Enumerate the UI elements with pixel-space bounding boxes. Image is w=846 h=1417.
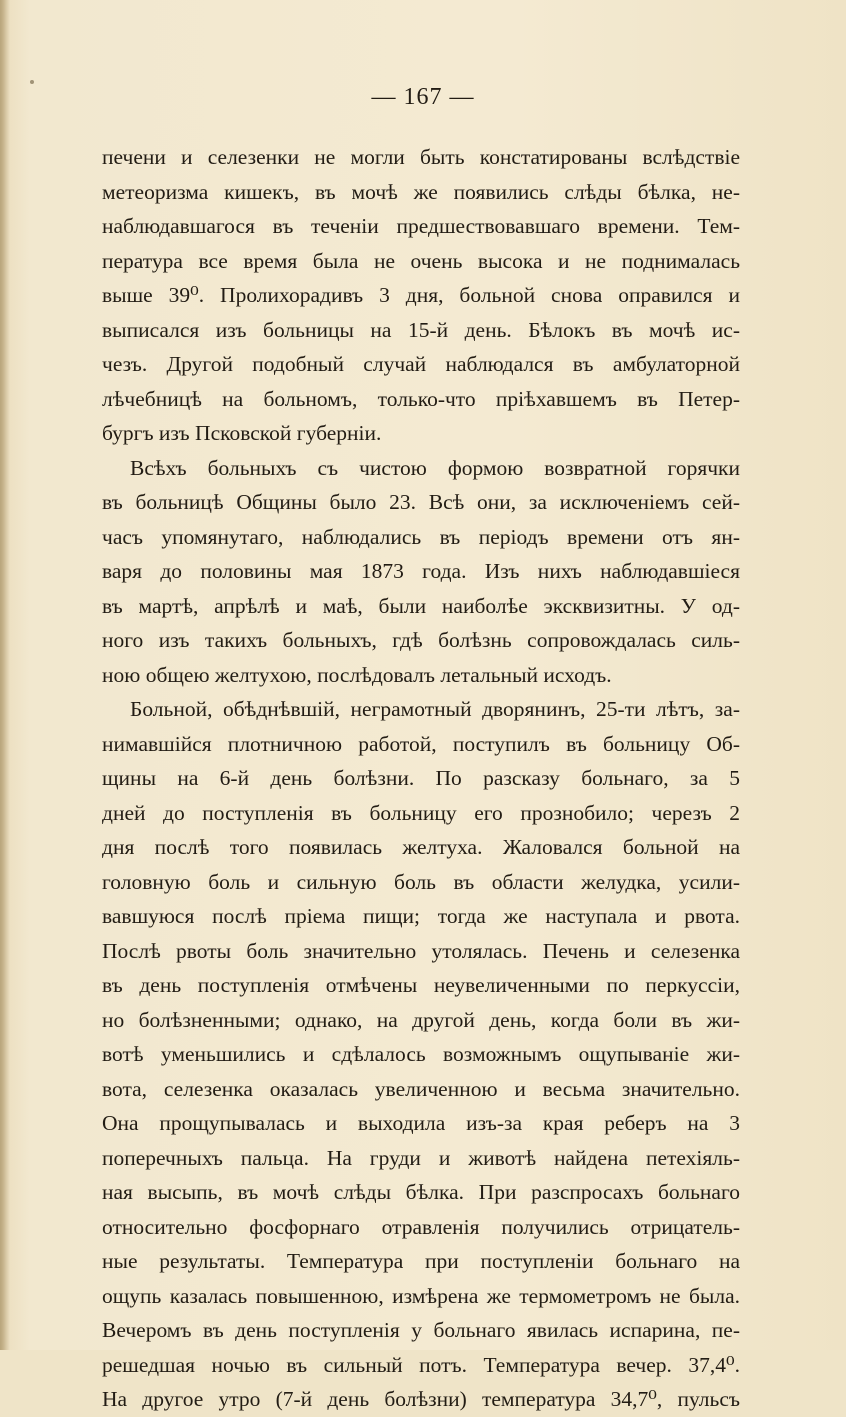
text-line: головную боль и сильную боль въ области желудка, усили- [102, 869, 740, 894]
text-line: Она прощупывалась и выходила изъ-за края реберъ на 3 [102, 1111, 740, 1135]
text-line: варя до половины мая 1873 года. Изъ нихъ наблюдавшіеся [102, 559, 740, 583]
text-line: наблюдавшагося въ теченіи предшествовавшаго времени. Тем- [102, 214, 740, 238]
text-line: выписался изъ больницы на 15-й день. Бѣлокъ въ мочѣ ис- [102, 317, 740, 342]
text-line: дня послѣ того появилась желтуха. Жаловался больной на [102, 835, 740, 859]
text-line: часъ упомянутаго, наблюдались въ періодъ времени отъ ян- [102, 524, 740, 549]
text-line: въ мартѣ, апрѣлѣ и маѣ, были наиболѣе эксквизитны. У од- [102, 593, 740, 618]
text-line: Больной, обѣднѣвшій, неграмотный дворянинъ, 25-ти лѣтъ, за- [130, 697, 740, 721]
text-line: ного изъ такихъ больныхъ, гдѣ болѣзнь сопровождалась силь- [102, 628, 740, 652]
text-line: Вечеромъ въ день поступленія у больнаго явилась испарина, пе- [102, 1318, 740, 1342]
text-line: ная высыпь, въ мочѣ слѣды бѣлка. При разспросахъ больнаго [102, 1180, 740, 1204]
text-line: вавшуюся послѣ пріема пищи; тогда же наступала и рвота. [102, 904, 740, 928]
text-line: бургъ изъ Псковской губерніи. [102, 421, 382, 445]
text-line: относительно фосфорнаго отравленія получились отрицатель- [102, 1214, 740, 1239]
text-line: дней до поступленія въ больницу его прознобило; черезъ 2 [102, 800, 740, 825]
text-line: въ больницѣ Общины было 23. Всѣ они, за исключеніемъ сей- [102, 490, 740, 514]
text-line: На другое утро (7-й день болѣзни) температура 34,7⁰, пульсъ [102, 1387, 740, 1411]
text-line: метеоризма кишекъ, въ мочѣ же появились слѣды бѣлка, не- [102, 179, 740, 204]
text-line: но болѣзненными; однако, на другой день, когда боли въ жи- [102, 1007, 740, 1032]
page-number: — 167 — [371, 84, 475, 110]
gutter-shadow [0, 0, 10, 1350]
text-line: выше 39⁰. Пролихорадивъ 3 дня, больной снова оправился и [102, 283, 740, 307]
text-line: пература все время была не очень высока и не поднималась [102, 248, 740, 273]
text-line: Всѣхъ больныхъ съ чистою формою возвратной горячки [130, 455, 740, 480]
text-line: вотѣ уменьшились и сдѣлалось возможнымъ ощупываніе жи- [102, 1042, 740, 1066]
text-line: Послѣ рвоты боль значительно утолялась. Печень и селезенка [102, 938, 740, 963]
text-line: печени и селезенки не могли быть констатированы вслѣдствіе [102, 145, 740, 169]
text-line: нимавшійся плотничною работой, поступилъ въ больницу Об- [102, 731, 740, 756]
text-line: поперечныхъ пальца. На груди и животѣ найдена петехіяль- [102, 1145, 740, 1170]
body-text [102, 140, 740, 1417]
text-line: вота, селезенка оказалась увеличенною и весьма значительно. [102, 1076, 740, 1101]
text-line: ные результаты. Температура при поступленіи больнаго на [102, 1249, 740, 1273]
text-line: решедшая ночью въ сильный потъ. Температура вечер. 37,4⁰. [102, 1352, 740, 1377]
text-line: ною общею желтухою, послѣдовалъ летальный исходъ. [102, 662, 612, 687]
text-line: ощупь казалась повышенною, измѣрена же термометромъ не была. [102, 1283, 740, 1308]
text-line: чезъ. Другой подобный случай наблюдался въ амбулаторной [102, 352, 740, 376]
text-line: щины на 6-й день болѣзни. По разсказу больнаго, за 5 [102, 766, 740, 790]
text-line: въ день поступленія отмѣчены неувеличенными по перкуссіи, [102, 973, 740, 997]
text-line: лѣчебницѣ на больномъ, только-что пріѣхавшемъ въ Петер- [102, 386, 740, 411]
